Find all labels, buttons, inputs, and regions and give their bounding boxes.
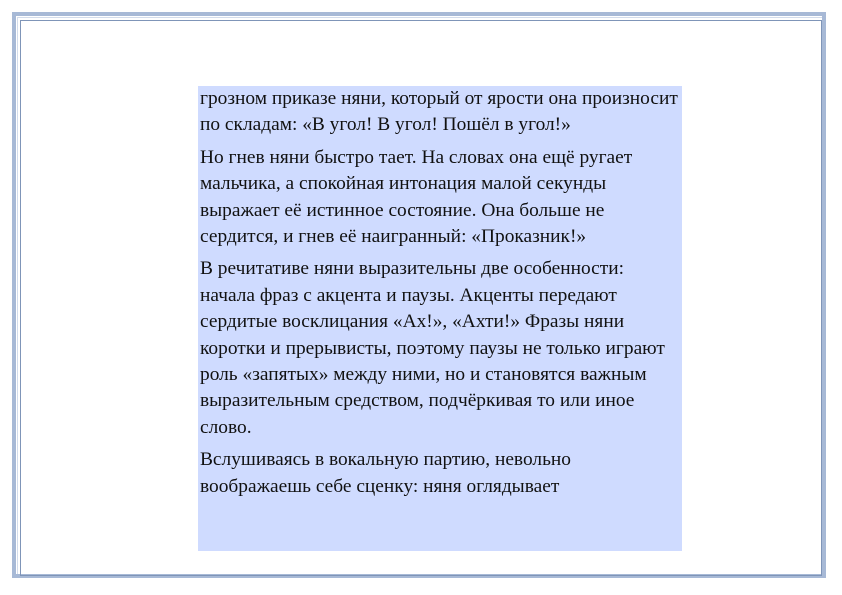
paragraph-3: В речитативе няни выразительны две особенности: начала фраз с акцента и паузы. Акценты передают сердитые восклицания «Ах!», «Ахти!» Фразы няни коротки и прерывисты, поэтому паузы не только играют роль «запятых» между ними, но и становятся важным выразительным средством, подчёркивая то или иное слово. — [200, 258, 665, 438]
paragraph-2: Но гнев няни быстро тает. На словах она ещё ругает мальчика, а спокойная интонация малой секунды выражает её истинное состояние. Она больше не сердится, и гнев её наигранный: «Проказник!» — [200, 146, 633, 248]
paragraph-1: грозном приказе няни, который от ярости она произносит по складам: «В угол! В угол! Пошёл в угол!» — [200, 88, 678, 136]
paragraph-4: Вслушиваясь в вокальную партию, невольно воображаешь себе сценку: няня оглядывает — [200, 449, 571, 497]
text-box — [198, 86, 682, 551]
